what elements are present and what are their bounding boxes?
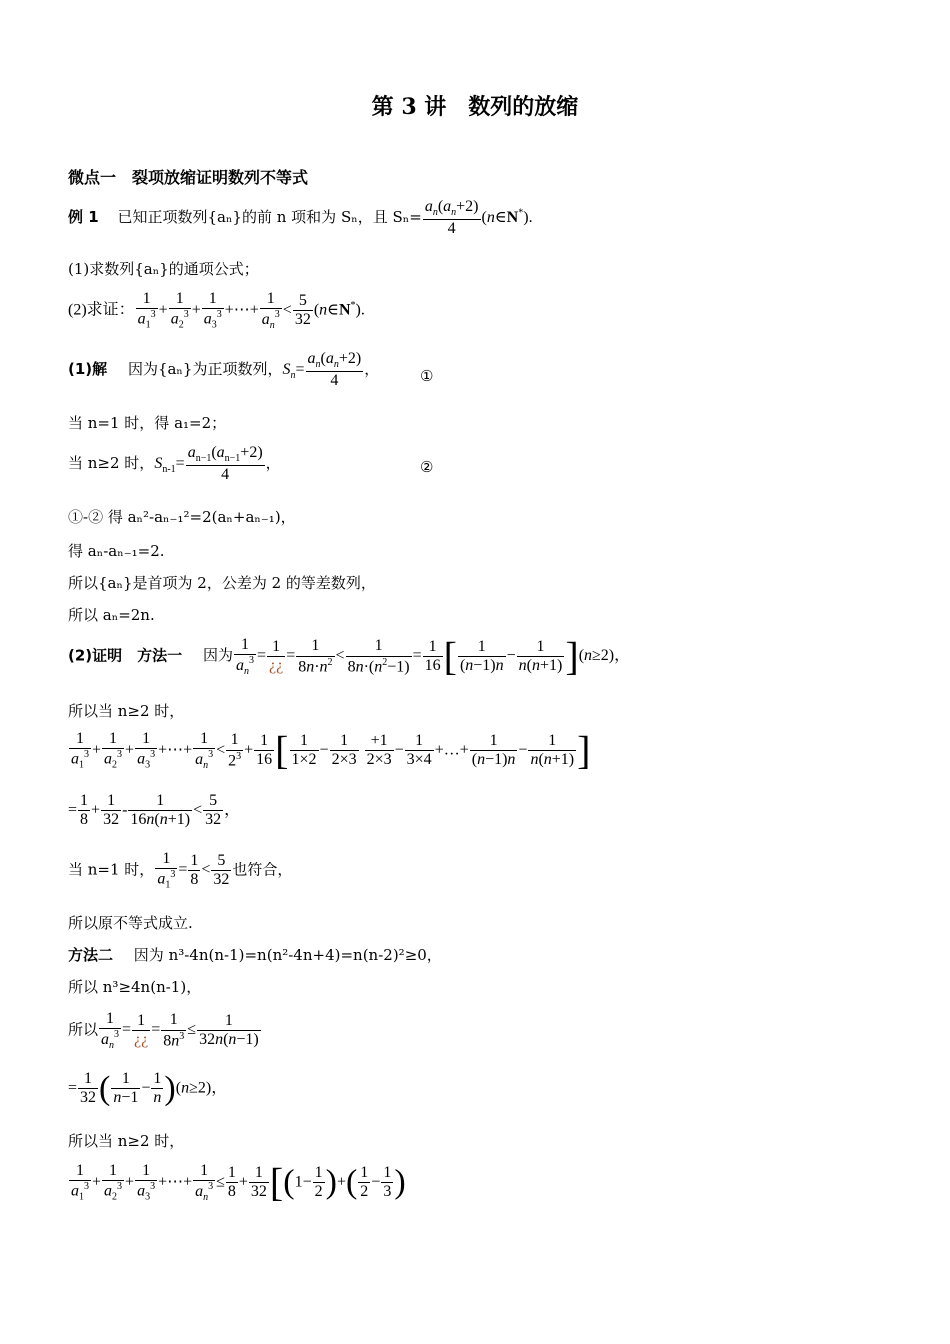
solution-1: (1)解 因为{aₙ}为正项数列，$S_n=$ $\frac{a_n(a_n+2)}{4}$ ，	[68, 350, 380, 389]
method-2-so: 所以	[68, 1020, 99, 1039]
method-2-split: = $\frac{1}{32}$ ( $\frac{1}{n-1}$ − $\frac{1}{n}$ )(n≥2)，	[68, 1069, 228, 1107]
case-n1-check-text: 当 n=1 时，	[68, 860, 155, 879]
sum-result: = $\frac{1}{8}$ + $\frac{1}{32}$ - $\frac{1}{16n(n+1)}$ < $\frac{5}{32}$ ，	[68, 792, 241, 829]
eq-label-2: ②	[420, 458, 434, 476]
sum-inequality: $\frac{1}{a_1^3}$ + $\frac{1}{a_2^3}$ + $\frac{1}{a_3^3}$ +⋯+ $\frac{1}{a_n^3}$ < $\frac{1}{2^3}$ + $\frac{1}{16}$ [ $\frac{1}{1\times 2}$ − $\frac{1}{2\times 3}$ $\frac{+1}{2\times 3}$ − $\frac{1}{3\times 4}$ +…+ $\frac{1}{(n-1)n}$ − $\frac{1}{n(n+1)}$ ]	[71, 727, 591, 773]
case-n1-check: 当 n=1 时， $\frac{1}{a_1^3}$ = $\frac{1}{8}$ < $\frac{5}{32}$ 也符合，	[68, 850, 293, 891]
solution-1-label: (1)解	[68, 360, 108, 379]
method-2-label: 方法二	[68, 946, 114, 964]
question-1: (1)求数列{aₙ}的通项公式；	[68, 260, 259, 278]
garbled-char: ¿¿	[268, 657, 284, 675]
method-2-when: 所以当 n≥2 时，	[68, 1132, 185, 1150]
method-2-sum: $\frac{1}{a_1^3}$ + $\frac{1}{a_2^3}$ + $\frac{1}{a_3^3}$ +⋯+ $\frac{1}{a_n^3}$ ≤ $\frac{1}{8}$ + $\frac{1}{32}$ [(1− $\frac{1}{2}$ )+( $\frac{1}{2}$ − $\frac{1}{3}$ )	[71, 1159, 406, 1205]
example-1: 例 1 已知正项数列{aₙ}的前 n 项和为 Sₙ，且 Sₙ= $\frac{a_n(a_n+2)}{4}$ (n∈N*).	[68, 198, 533, 237]
case-n2-text: 当 n≥2 时，	[68, 454, 155, 473]
method-2-text: 因为 n³-4n(n-1)=n(n²-4n+4)=n(n-2)²≥0，	[133, 946, 442, 964]
conclusion-line: 所以原不等式成立.	[68, 914, 193, 932]
fit-text: 也符合，	[232, 860, 293, 879]
example-text: 已知正项数列{aₙ}的前 n 项和为 Sₙ，且 Sₙ=	[117, 208, 422, 227]
subtract-line: ①-② 得 aₙ²-aₙ₋₁²=2(aₙ+aₙ₋₁)，	[68, 508, 296, 526]
case-n1: 当 n=1 时，得 a₁=2；	[68, 414, 227, 432]
section-heading: 微点一 裂项放缩证明数列不等式	[68, 168, 309, 187]
when-n2-line: 所以当 n≥2 时，	[68, 702, 185, 720]
garbled-char: ¿¿	[134, 1031, 149, 1049]
diff-line: 得 aₙ-aₙ₋₁=2.	[68, 542, 165, 560]
example-label: 例 1	[68, 208, 99, 227]
method-2-estimate: 所以 $\frac{1}{a_n^3}$ = $\frac{1}{¿¿}$ = $\frac{1}{8n^3}$ ≤ $\frac{1}{32n(n-1)}$	[68, 1010, 259, 1051]
solution-1-text: 因为{aₙ}为正项数列，	[127, 360, 283, 379]
method-2-intro	[68, 944, 442, 965]
arith-line: 所以{aₙ}是首项为 2，公差为 2 的等差数列，	[68, 574, 376, 592]
method-2-line2: 所以 n³≥4n(n-1)，	[68, 978, 202, 996]
an-line: 所以 aₙ=2n.	[68, 606, 155, 624]
question-2: (2)求证： $\frac{1}{a_1^3}$ + $\frac{1}{a_2^3}$ + $\frac{1}{a_3^3}$ +⋯+ $\frac{1}{a_n^3}$ < $\frac{5}{32}$ (n∈N*).	[68, 290, 365, 331]
method-1-intro: (2)证明 方法一 因为 $\frac{1}{a_n^3}$ = $\frac{1}{¿¿}$ = $\frac{1}{8n\cdot n^2}$ < $\frac{1}{8n\cdot(n^2-1)}$ = $\frac{1}{16}$ [ $\frac{1}{(n-1)n}$ − $\frac{1}{n(n+1)}$ ](n≥2)，	[68, 633, 631, 679]
eq-label-1: ①	[420, 367, 434, 385]
question-2-label: (2)求证：	[68, 301, 135, 319]
case-n2: 当 n≥2 时，$S_{n-1}=$ $\frac{a_{n-1}(a_{n-1}+2)}{4}$ ，	[68, 444, 281, 483]
method-1-label: (2)证明 方法一	[68, 646, 183, 665]
method-1-because: 因为	[202, 646, 233, 665]
page-title: 第 3 讲 数列的放缩	[371, 94, 579, 120]
